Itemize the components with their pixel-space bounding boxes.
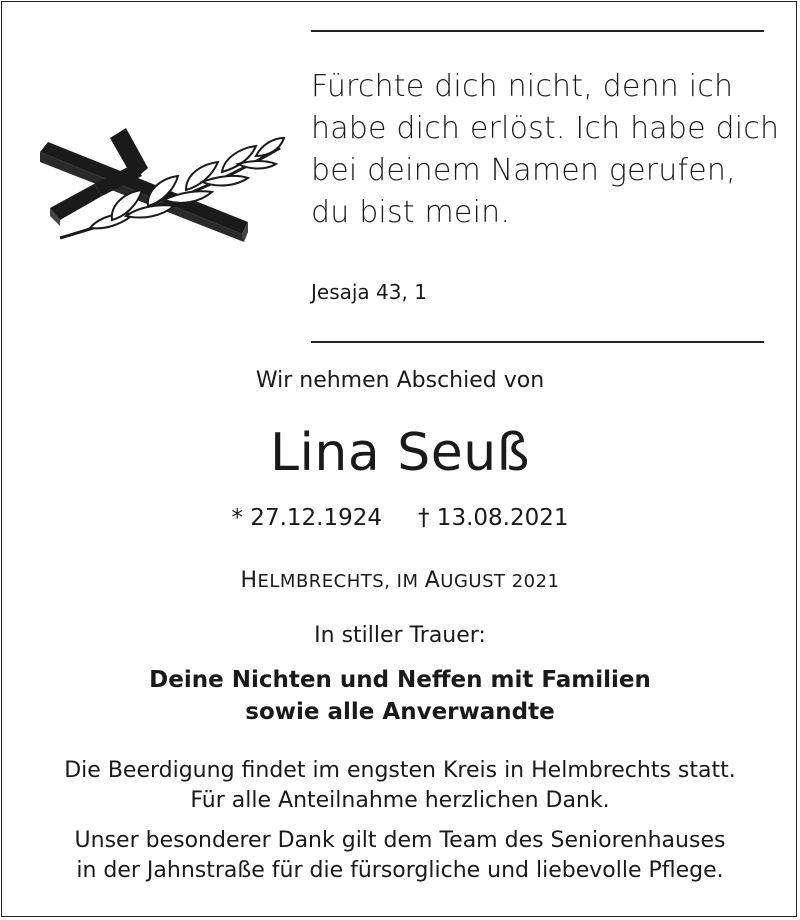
quote-line-3: bei deinem Namen gerufen, xyxy=(311,153,736,188)
place-and-date: HELMBRECHTS, IM AUGUST 2021 xyxy=(240,568,560,593)
funeral-line-1: Die Beerdigung findet im engsten Kreis in Helmbrechts statt. xyxy=(64,758,736,783)
mourners-line-1: Deine Nichten und Neffen mit Familien xyxy=(149,667,651,693)
death-date: † 13.08.2021 xyxy=(418,505,569,531)
mourners-line-2: sowie alle Anverwandte xyxy=(245,699,555,725)
quote-line-1: Fürchte dich nicht, denn ich xyxy=(311,69,734,104)
quote-reference: Jesaja 43, 1 xyxy=(311,280,427,304)
bible-quote xyxy=(311,66,781,234)
bottom-divider xyxy=(311,341,764,343)
mourning-label: In stiller Trauer: xyxy=(314,623,486,648)
thanks-line-1: Unser besonderer Dank gilt dem Team des Seniorenhauses xyxy=(74,828,726,853)
top-divider xyxy=(311,30,764,32)
cross-with-palm-branch-icon xyxy=(30,120,290,250)
funeral-line-2: Für alle Anteilnahme herzlichen Dank. xyxy=(190,788,610,813)
quote-line-2: habe dich erlöst. Ich habe dich xyxy=(311,111,780,146)
quote-line-4: du bist mein. xyxy=(311,195,511,230)
funeral-info xyxy=(0,756,800,816)
thanks-line-2: in der Jahnstraße für die fürsorgliche und liebevolle Pflege. xyxy=(76,858,724,883)
mourners xyxy=(0,664,800,728)
special-thanks xyxy=(0,826,800,886)
deceased-name: Lina Seuß xyxy=(270,423,530,483)
life-dates xyxy=(0,505,800,531)
farewell-intro: Wir nehmen Abschied von xyxy=(255,368,545,393)
birth-date: * 27.12.1924 xyxy=(231,505,382,531)
